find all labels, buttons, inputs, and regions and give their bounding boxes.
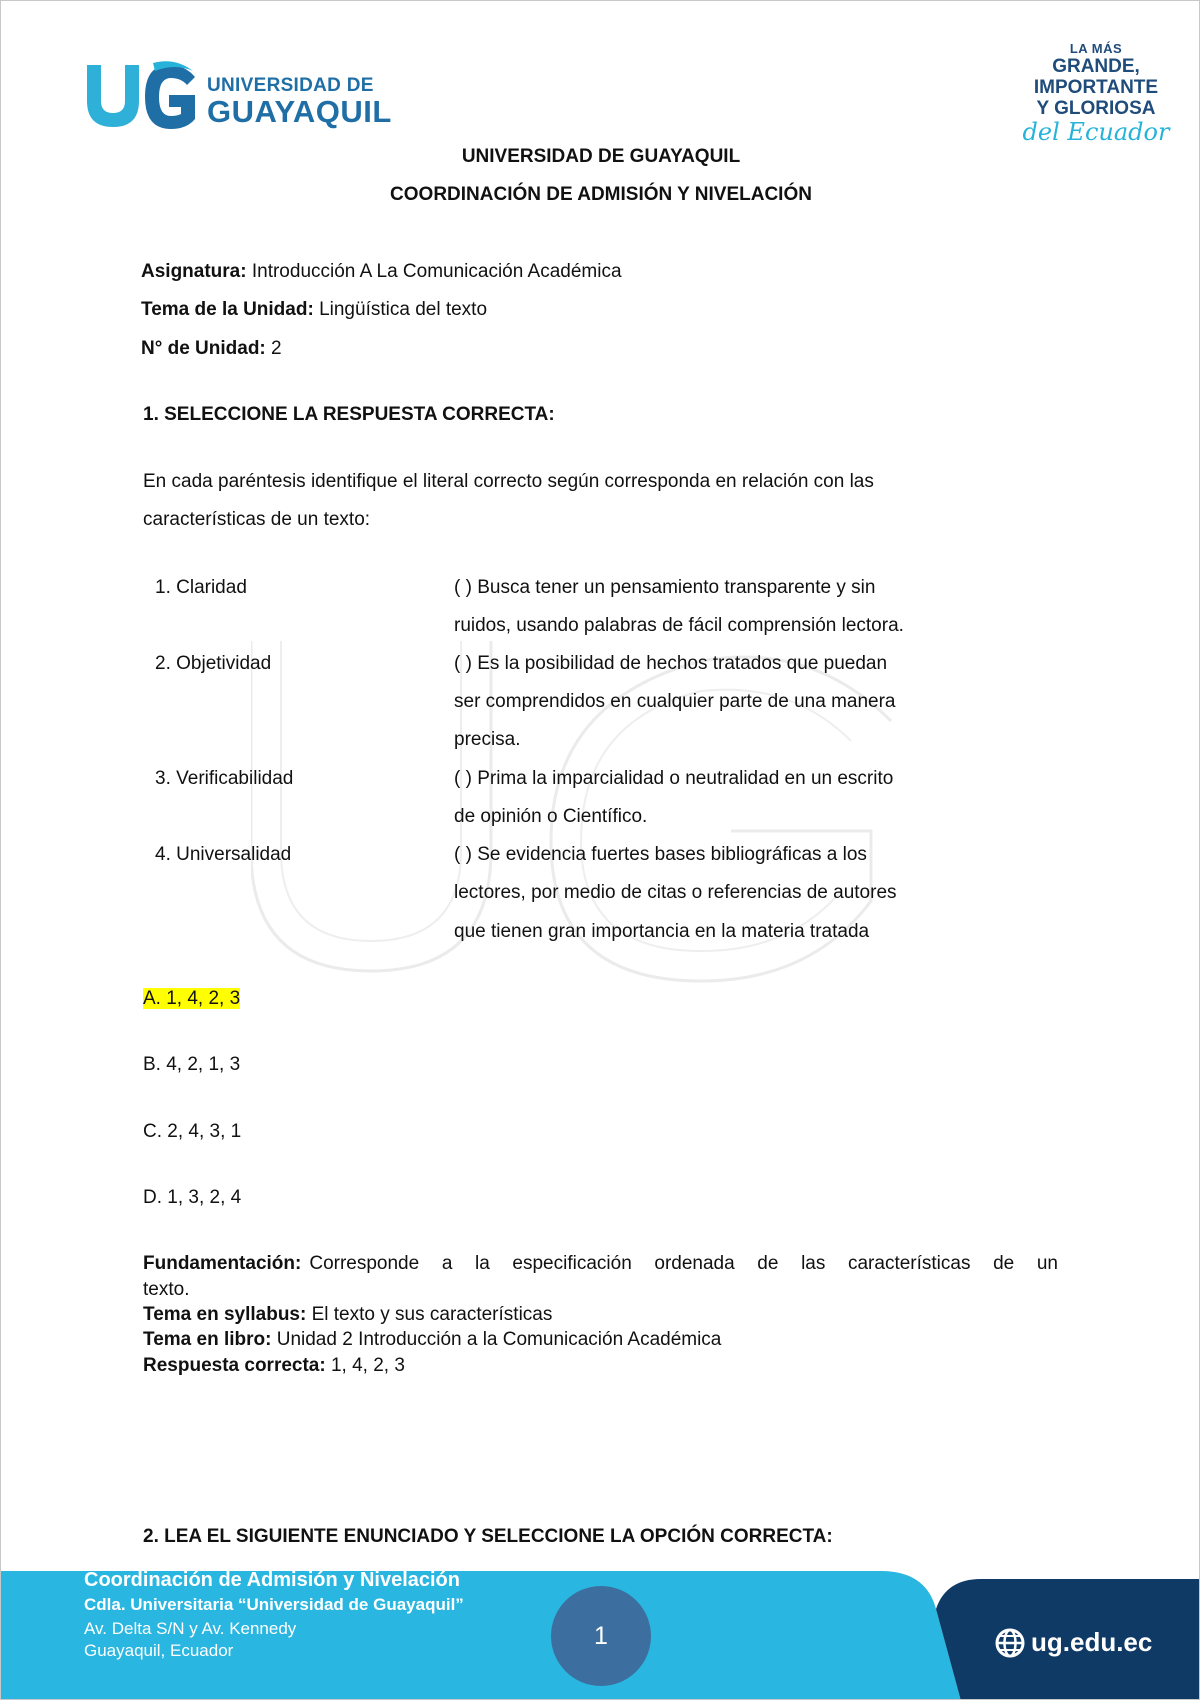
question-1-prompt-line-2: características de un texto: (143, 509, 371, 530)
item-desc-3-line-2: de opinión o Científico. (454, 806, 648, 827)
item-desc-4-line-3: que tienen gran importancia en la materia tratada (454, 921, 870, 942)
libro-label: Tema en libro: (143, 1329, 272, 1350)
question-1-heading: 1. SELECCIONE LA RESPUESTA CORRECTA: (143, 404, 555, 425)
option-b[interactable]: B. 4, 2, 1, 3 (143, 1054, 241, 1075)
unidad-label: N° de Unidad: (141, 338, 266, 359)
slogan-line-5: del Ecuador (1022, 118, 1170, 146)
item-desc-2-line-3: precisa. (454, 729, 521, 750)
item-label-2: 2. Objetividad (155, 653, 272, 674)
footer-website-link[interactable]: ug.edu.ec (1031, 1627, 1153, 1657)
syllabus-label: Tema en syllabus: (143, 1304, 307, 1325)
question-1-prompt-line-1: En cada paréntesis identifique el literal correcto según corresponda en relación con las (143, 471, 874, 492)
respuesta-value: 1, 4, 2, 3 (330, 1355, 405, 1376)
slogan-line-2: GRANDE, (1052, 56, 1140, 77)
question-2-heading: 2. LEA EL SIGUIENTE ENUNCIADO Y SELECCIONE LA OPCIÓN CORRECTA: (143, 1526, 833, 1547)
asignatura-label: Asignatura: (141, 261, 247, 282)
item-desc-2-line-2: ser comprendidos en cualquier parte de una manera (454, 691, 896, 712)
logo-text-top: UNIVERSIDAD DE (207, 75, 374, 96)
logo-text-bottom: GUAYAQUIL (207, 94, 392, 129)
syllabus-row (143, 1304, 552, 1326)
fundamentacion-value: Corresponde a la especificación ordenada de las características de un (309, 1253, 1058, 1274)
globe-icon (994, 1627, 1026, 1659)
item-desc-4-line-1: ( ) Se evidencia fuertes bases bibliográficas a los (454, 844, 867, 865)
unidad-value: 2 (271, 338, 282, 359)
item-desc-4-line-2: lectores, por medio de citas o referencias de autores (454, 882, 897, 903)
slogan-line-4: Y GLORIOSA (1036, 98, 1156, 119)
slogan-logo (1021, 41, 1171, 151)
tema-value: Lingüística del texto (319, 299, 488, 320)
libro-value: Unidad 2 Introducción a la Comunicación Académica (276, 1329, 722, 1350)
tema-label: Tema de la Unidad: (141, 299, 314, 320)
slogan-line-1: LA MÁS (1069, 41, 1123, 56)
page-number: 1 (551, 1586, 651, 1686)
tema-row (141, 299, 487, 321)
option-a[interactable] (143, 988, 240, 1010)
item-desc-1-line-1: ( ) Busca tener un pensamiento transparente y sin (454, 577, 876, 598)
respuesta-label: Respuesta correcta: (143, 1355, 326, 1376)
footer-line-3: Av. Delta S/N y Av. Kennedy (84, 1619, 297, 1638)
asignatura-value: Introducción A La Comunicación Académica (251, 261, 622, 282)
fundamentacion-label: Fundamentación: (143, 1253, 302, 1274)
item-desc-1-line-2: ruidos, usando palabras de fácil comprensión lectora. (454, 615, 904, 636)
item-label-3: 3. Verificabilidad (155, 768, 294, 789)
respuesta-row (143, 1355, 405, 1377)
footer-line-1: Coordinación de Admisión y Nivelación (84, 1569, 460, 1591)
item-label-1: 1. Claridad (155, 577, 247, 598)
footer-line-4: Guayaquil, Ecuador (84, 1641, 234, 1660)
item-label-4: 4. Universalidad (155, 844, 292, 865)
document-title: UNIVERSIDAD DE GUAYAQUIL (461, 146, 741, 167)
libro-row (143, 1329, 721, 1351)
ug-logo (83, 61, 392, 133)
asignatura-row (141, 261, 622, 283)
syllabus-value: El texto y sus características (311, 1304, 553, 1325)
item-desc-2-line-1: ( ) Es la posibilidad de hechos tratados que puedan (454, 653, 888, 674)
ug-logo-mark-icon (83, 61, 201, 133)
fundamentacion (143, 1253, 1058, 1275)
unidad-row (141, 338, 282, 360)
fundamentacion-value-line-2: texto. (143, 1279, 190, 1300)
option-c[interactable]: C. 2, 4, 3, 1 (143, 1121, 242, 1142)
item-desc-3-line-1: ( ) Prima la imparcialidad o neutralidad en un escrito (454, 768, 894, 789)
document-subtitle: COORDINACIÓN DE ADMISIÓN Y NIVELACIÓN (390, 184, 812, 205)
option-a-text: A. 1, 4, 2, 3 (143, 988, 241, 1009)
slogan-line-3: IMPORTANTE (1033, 77, 1159, 98)
footer-line-2: Cdla. Universitaria “Universidad de Guayaquil” (84, 1595, 464, 1614)
option-d[interactable]: D. 1, 3, 2, 4 (143, 1187, 242, 1208)
